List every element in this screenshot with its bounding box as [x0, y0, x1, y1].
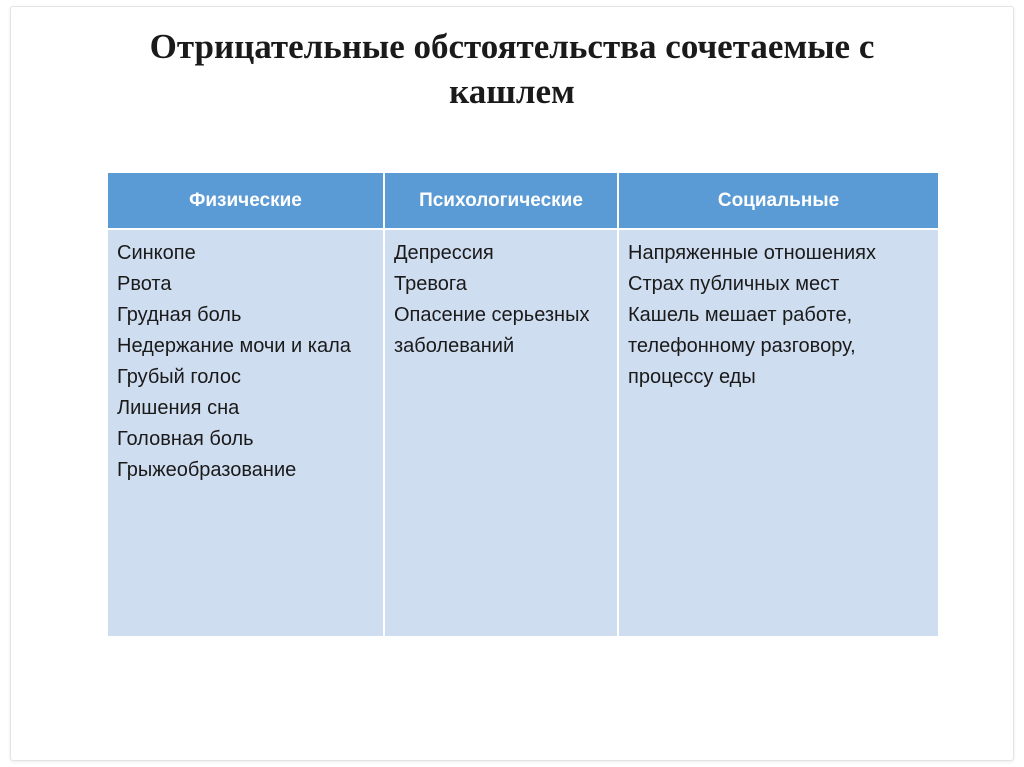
list-item: Кашель мешает работе, телефонному разговору, процессу еды — [628, 304, 856, 388]
header-social: Социальные — [618, 173, 938, 229]
header-physical: Физические — [108, 173, 384, 229]
list-psychological — [394, 238, 609, 362]
list-item: Тревога — [394, 273, 467, 295]
list-item: Грубый голос — [117, 366, 241, 388]
list-item: Головная боль — [117, 428, 254, 450]
list-physical — [117, 238, 375, 486]
list-item: Синкопе — [117, 242, 196, 264]
list-item: Недержание мочи и кала — [117, 335, 351, 357]
cell-social — [618, 229, 938, 636]
list-item: Страх публичных мест — [628, 273, 840, 295]
slide-title — [0, 24, 1024, 114]
list-item: Напряженные отношениях — [628, 242, 876, 264]
table-header-row — [108, 173, 938, 229]
list-social — [628, 238, 930, 393]
cell-physical — [108, 229, 384, 636]
list-item: Грыжеобразование — [117, 459, 297, 481]
slide-title-line-2: кашлем — [449, 72, 575, 111]
list-item: Грудная боль — [117, 304, 242, 326]
list-item: Лишения сна — [117, 397, 240, 419]
list-item: Рвота — [117, 273, 172, 295]
header-psychological: Психологические — [384, 173, 618, 229]
list-item: Депрессия — [394, 242, 494, 264]
consequences-table — [108, 173, 938, 636]
cell-psychological — [384, 229, 618, 636]
table-row — [108, 229, 938, 636]
slide-title-line-1: Отрицательные обстоятельства сочетаемые с — [149, 27, 875, 66]
list-item: Опасение серьезных заболеваний — [394, 304, 590, 357]
